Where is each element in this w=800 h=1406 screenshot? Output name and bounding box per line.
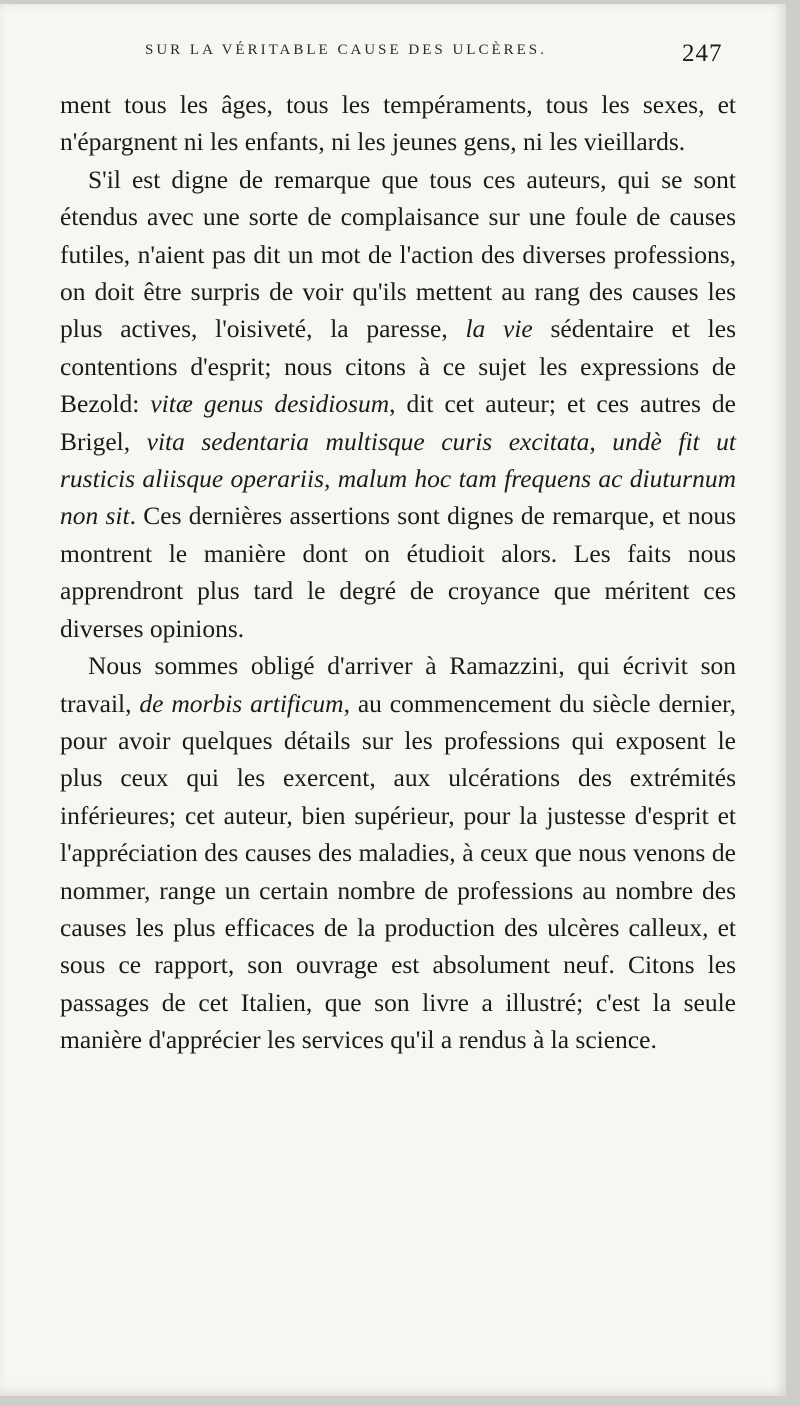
text-run: , au commencement du siècle dernier, pour avoir quelques détails sur les professions qui exposent le plus ceux qui les exercent, aux ulcérations des extrémités inférieures; cet auteur, bien supérieur, pour la justesse d'esprit et l'appréciation des causes des maladies, à ceux que nous venons de nommer, range un certain nombre de professions au nombre des causes les plus efficaces de la production des ulcères calleux, et sous ce rapport, son ouvrage est absolument neuf. Citons les passages de cet Italien, que son livre a illustré; c'est la seule manière d'apprécier les services qu'il a rendus à la science. (60, 688, 736, 1055)
text-run: sédentaire et les contentions d'esprit; nous citons à ce sujet les expressions de Bezold: (60, 314, 736, 419)
text-run: Nous sommes obligé d'arriver à Ramazzini, qui écrivit son travail, (60, 651, 736, 718)
text-run: S'il est digne de remarque que tous ces auteurs, qui se sont étendus avec une sorte de complaisance sur une foule de causes futiles, n'aient pas dit un mot de l'action des diverses professions, on doit être surpris de voir qu'ils mettent au rang des causes les plus actives, l'oisiveté, la paresse, (60, 164, 736, 344)
book-page (0, 4, 786, 1396)
page-number: 247 (682, 40, 723, 67)
italic-run: vitæ genus desidiosum (150, 389, 390, 419)
paragraph-continuation (60, 86, 736, 161)
text-run: ment tous les âges, tous les tempéraments, tous les sexes, et n'épargnent ni les enfants, ni les jeunes gens, ni les vieillards. (60, 90, 736, 157)
text-run: . Ces dernières assertions sont dignes de remarque, et nous montrent le manière dont on étudioit alors. Les faits nous apprendront plus tard le degré de croyance que méritent ces diverses opinions. (60, 501, 736, 643)
paragraph-authors (60, 161, 736, 647)
body-text (60, 86, 736, 1059)
paragraph-ramazzini (60, 647, 736, 1058)
italic-run: de morbis artificum (139, 688, 344, 718)
italic-run: vita sedentaria multisque curis excitata, undè fit ut rusticis aliisque operariis, malum hoc tam frequens ac diuturnum non sit (60, 426, 736, 531)
italic-run: la vie (465, 314, 533, 344)
running-head: SUR LA VÉRITABLE CAUSE DES ULCÈRES. (145, 42, 547, 58)
text-run: , dit cet auteur; et ces autres de Brigel, (60, 389, 736, 456)
